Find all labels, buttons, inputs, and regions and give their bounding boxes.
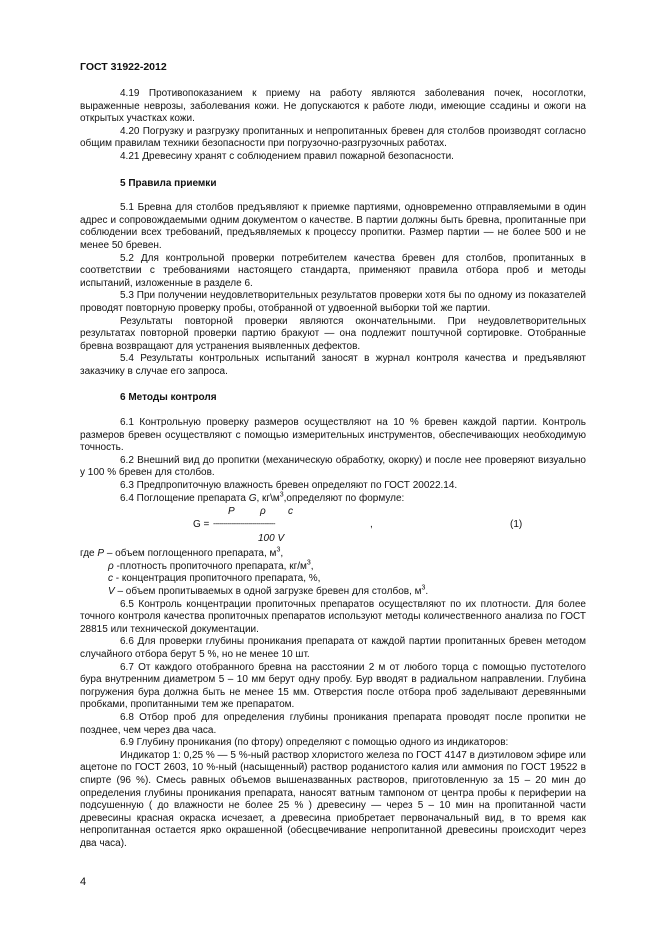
paragraph-6-3: 6.3 Предпропиточную влажность бревен определяют по ГОСТ 20022.14. <box>120 480 458 492</box>
paragraph-5-3: 5.3 При получении неудовлетворительных результатов проверки хотя бы по одному из показателей проводят повторную проверку пробы, отобранной от удвоенной выборки той же партии. <box>80 290 586 314</box>
running-header: ГОСТ 31922-2012 <box>80 61 167 73</box>
section-5-heading: 5 Правила приемки <box>120 177 217 189</box>
formula-denominator: 100 V <box>258 533 285 545</box>
paragraph-5-4: 5.4 Результаты контрольных испытаний заносят в журнал контроля качества и предъявляют заказчику в случае его запроса. <box>80 353 586 377</box>
definition-rho: ρ -плотность пропиточного препарата, $кг/м^3$, <box>108 559 314 572</box>
paragraph-6-8: 6.8 Отбор проб для определения глубины проникания препарата проводят после пропитки не позднее, чем через два часа. <box>80 711 586 736</box>
formula-lhs: G = <box>193 519 210 531</box>
paragraph-6-7: 6.7 От каждого отобранного бревна на расстоянии 2 м от любого торца с помощью пустотелого бура внутренним диаметром 5 – 10 мм берут одну пробу. Бур вводят в радиальном направлении. Глубина погружения бура должна быть не менее 15 мм. Отверстия после отбора проб заделывают деревянными пробками, пропитанными тем же препаратом. <box>80 661 586 711</box>
formula-var-p: P <box>228 506 235 518</box>
paragraph-6-2: 6.2 Внешний вид до пропитки (механическую обработку, окорку) и после нее проверяют визуально у 100 % бревен для столбов. <box>80 454 586 479</box>
formula-fraction-bar: ------------------------------ <box>213 519 275 529</box>
definition-p: где P – объем поглощенного препарата, $м^3$, <box>80 546 284 560</box>
formula-var-rho: ρ <box>260 506 266 518</box>
section-6-heading: 6 Методы контроля <box>120 392 217 404</box>
paragraph-4-19: 4.19 Противопоказанием к приему на работу являются заболевания почек, носоглотки, выраженные неврозы, заболевания кожи. Не допускаются к работе люди, имеющие ссадины и ожоги на открытых участках кожи. <box>80 88 586 125</box>
formula-comma: , <box>370 519 373 531</box>
symbol-g: G <box>248 492 257 504</box>
paragraph-6-9: 6.9 Глубину проникания (по фтору) определяют с помощью одного из индикаторов: <box>120 737 509 749</box>
formula-1 <box>80 506 586 546</box>
paragraph-6-9-indicator-1: Индикатор 1: 0,25 % — 5 %-ный раствор хлористого железа по ГОСТ 4147 в диэтиловом эфире или ацетоне по ГОСТ 2603, 10 %-ный (насыщенный) раствор роданистого калия или аммония по ГОСТ 19522 в спирте (96 %). Смесь равных объемов вышеназванных растворов, приготовленную за 15 – 20 мин до определения глубины проникания препарата, наносят ватным тампоном от центра пробы к периферии на подсушенную ( до влажности не более 25 % ) древесину — через 5 – 10 мин на пропитанной части древесины красная окраска исчезает, а древесина приобретает первоначальный вид, в то время как непропитанная остается ярко окрашенной (обесцвечивание непропитанной древесины происходит через два часа). <box>80 749 586 849</box>
paragraph-5-3-results: Результаты повторной проверки являются окончательными. При неудовлетворительных результатах повторной проверки партию бракуют — она подлежит поштучной сортировке. Отобранные бревна возвращают для устранения выявленных дефектов. <box>80 315 586 352</box>
formula-number: (1) <box>510 519 523 531</box>
definition-v: V – объем пропитываемых в одной загрузке бревен для столбов, $м^3$. <box>108 584 429 597</box>
paragraph-6-1: 6.1 Контрольную проверку размеров осуществляют на 10 % бревен каждой партии. Контроль размеров бревен осуществляют с помощью измерительных инструментов, обеспечивающих необходимую точность. <box>80 417 586 454</box>
document-body <box>80 88 586 850</box>
definition-c: с - концентрация пропиточного препарата, %, <box>108 573 321 585</box>
paragraph-6-4: 6.4 Поглощение препарата G, $кг\backslash м^3,определяют$ по формуле: <box>120 491 405 504</box>
paragraph-6-6: 6.6 Для проверки глубины проникания препарата от каждой партии пропитанных бревен методом случайного отбора берут 5 %, но не менее 10 шт. <box>80 636 586 660</box>
paragraph-5-1: 5.1 Бревна для столбов предъявляют к приемке партиями, одновременно отправляемыми в один адрес и сопровождаемыми одним документом о качестве. В партии должны быть бревна, пропитанные при соблюдении всех требований, предъявляемых к процессу пропитки. Размер партии — не более 500 и не менее 50 бревен. <box>80 202 586 251</box>
paragraph-6-5: 6.5 Контроль концентрации пропиточных препаратов осуществляют по их плотности. Для более точного контроля качества пропиточных препаратов используют методы количественного анализа по ГОСТ 28815 или технической документации. <box>80 598 586 635</box>
paragraph-4-21: 4.21 Древесину хранят с соблюдением правил пожарной безопасности. <box>120 150 454 162</box>
paragraph-4-20: 4.20 Погрузку и разгрузку пропитанных и непропитанных бревен для столбов производят согласно общим правилам техники безопасности при погрузочно-разгрузочных работах. <box>80 125 586 150</box>
paragraph-5-2: 5.2 Для контрольной проверки потребителем качества бревен для столбов, пропитанных в соответствии с требованиями настоящего стандарта, применяют правила отбора проб и методы испытаний, изложенные в разделе 6. <box>80 252 586 289</box>
formula-var-c: c <box>288 506 293 518</box>
page-number: 4 <box>80 876 87 888</box>
